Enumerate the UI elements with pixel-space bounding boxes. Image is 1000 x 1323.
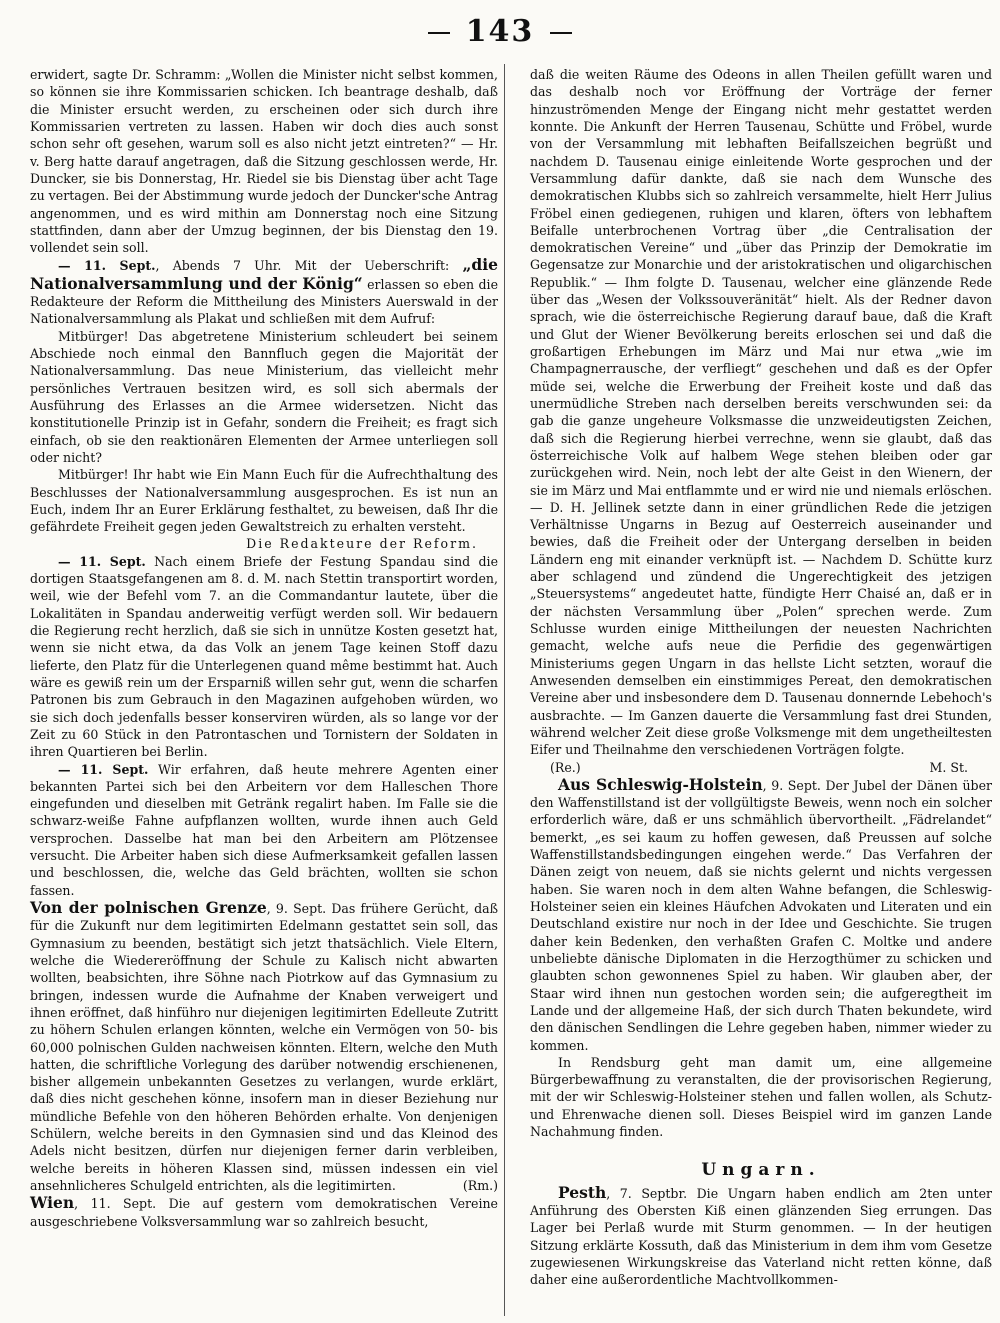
proclamation-paragraph: Mitbürger! Ihr habt wie Ein Mann Euch für die Aufrechthaltung des Beschlusses der Nationalversammlung ausgesprochen. Es ist nun an Euch, indem Ihr an Eurer Erklärung festhaltet, zu beweisen, daß Ihr die gefährdete Freiheit gegen jeden Gewaltstreich zu erhalten versteht. bbox=[30, 467, 498, 535]
article-paragraph bbox=[30, 899, 498, 1194]
article-paragraph bbox=[30, 256, 498, 327]
column-divider bbox=[504, 64, 505, 1316]
article-paragraph bbox=[530, 1184, 992, 1289]
dateline: — 11. Sept. bbox=[58, 258, 156, 274]
source-credit: (Rm.) bbox=[462, 1178, 498, 1193]
article-paragraph: erwidert, sagte Dr. Schramm: „Wollen die Minister nicht selbst kommen, so können sie ihre Kommissarien schicken. Ich beantrage deshalb, daß die Minister ersucht werden, zu erscheinen oder sich durch ihre Kommissarien vertreten zu lassen. Haben wir doch dies auch sonst schon sehr oft gesehen, warum soll es also nicht jetzt eintreten?“ — Hr. v. Berg hatte darauf angetragen, daß die Sitzung geschlossen werde, Hr. Duncker, sie bis Donnerstag, Hr. Riedel sie bis Dienstag über acht Tage zu vertagen. Bei der Abstimmung wurde jedoch der Duncker'sche Antrag angenommen, und es wird mithin am Donnerstag noch eine Sitzung stattfinden, dann aber der Umzug beginnen, der bis Dienstag den 19. vollendet sein soll. bbox=[30, 67, 498, 256]
article-text: Wir erfahren, daß heute mehrere Agenten einer bekannten Partei sich bei den Arbeitern vor dem Halleschen Thore eingefunden und dieselben mit Getränk regalirt haben. Im Falle sie die schwarz-weiße Fahne aufpflanzen wollten, wurde ihnen auch Geld versprochen. Dasselbe hat man bei den Arbeitern am Plötzensee versucht. Die Arbeiter haben sich diese Aufmerksamkeit gefallen lassen und beschlossen, die, welche das Geld brächten, wollten sie schon fassen. bbox=[30, 761, 498, 898]
article-paragraph bbox=[30, 761, 498, 900]
source-credit: (Re.) bbox=[550, 759, 581, 775]
place-heading: Wien bbox=[30, 1193, 75, 1213]
article-text: , 7. Septbr. Die Ungarn haben endlich am 2ten unter Anführung des Obersten Kiß einen glänzenden Sieg errungen. Das Lager bei Perlaß wurde mit Sturm genommen. — In der heutigen Sitzung erklärte Kossuth, daß das Ministerium in dem ihm vom Gesetze zugewiesenen Wirkungskreise das Vaterland nicht retten könne, daß daher eine außerordentliche Machtvollkommen- bbox=[530, 1185, 992, 1288]
section-heading: Ungarn. bbox=[701, 1160, 821, 1181]
article-text: , 9. Sept. Der Jubel der Dänen über den Waffenstillstand ist der vollgültigste Beweis, wenn noch ein solcher erforderlich wäre, daß er uns schmählich übervortheilt. „Fädrelandet“ bemerkt, „es sei kaum zu hoffen gewesen, daß Preussen auf solche Waffenstillstandsbedingungen eingehen werde.“ Das Verfahren der Dänen zeigt von neuem, daß sie nichts gelernt und nichts vergessen haben. Sie waren noch in dem alten Wahne befangen, die Schleswig-Holsteiner seien ein kleines Häufchen Advokaten und Literaten und ein Deutschland existire nur noch in der Idee und Geschichte. Sie trugen daher kein Bedenken, den verhaßten Grafen C. Moltke und andere unbeliebte dänische Diplomaten in die Herzogthümer zu schicken und glaubten schon gewonnenes Spiel zu haben. Wir glauben aber, der Staar wird ihnen nun gestochen worden sein; die aufgeregtheit im Lande und der allgemeine Haß, der sich durch Thaten bekundete, wird den dänischen Sendlingen die Lehre gegeben haben, nimmer wieder zu kommen. bbox=[530, 777, 992, 1053]
place-heading: Aus Schleswig-Holstein bbox=[558, 774, 763, 794]
dateline: — 11. Sept. bbox=[58, 761, 149, 777]
article-paragraph bbox=[530, 776, 992, 1054]
headline-quote: „die Nationalversammlung und der König“ bbox=[30, 255, 498, 293]
article-text: , 9. Sept. Das frühere Gerücht, daß für die Zukunft nur dem legitimirten Edelmann gestattet sein soll, das Gymnasium zu beenden, bestätigt sich jetzt thatsächlich. Viele Eltern, welche die Wiedereröffnung der Schule zu Kalisch nicht abwarten wollten, beabsichten, ihre Söhne nach Piotrkow auf das Gymnasium zu bringen, indessen wurde die Aufnahme der Knaben verweigert und ihnen eröffnet, daß hinführo nur diejenigen legitimirten Edelleute Zutritt zu höhern Schulen erlangen könnten, welche ein Vermögen von 50- bis 60,000 polnischen Gulden nachweisen könnten. Eltern, welche den Muth hatten, die schriftliche Vorlegung des darüber notwendig erschienenen, bisher allgemein unbekannten Gesetzes zu verlangen, wurde erklärt, daß dies nicht geschehen könne, insofern man in dieser Beziehung nur mündliche Befehle von den höheren Behörden erhalte. Von denjenigen Schülern, welche bereits in den Gymnasien sind und das Kleinod des Adels nicht besitzen, dürfen nur diejenigen ferner darin verbleiben, welche bereits in höheren Klassen sind, müssen indessen ein viel ansehnlicheres Schulgeld entrichten, als die legitimirten. bbox=[30, 901, 498, 1193]
article-paragraph bbox=[30, 553, 498, 761]
place-heading: Pesth bbox=[558, 1182, 607, 1202]
dateline: — 11. Sept. bbox=[58, 553, 146, 569]
article-text: , Abends 7 Uhr. Mit der Ueberschrift: bbox=[155, 258, 463, 274]
signature: Die Redakteure der Reform. bbox=[246, 536, 478, 552]
article-paragraph: In Rendsburg geht man damit um, eine allgemeine Bürgerbewaffnung zu veranstalten, die der provisorischen Regierung, mit der wir Schleswig-Holsteiner stehen und fallen wollen, als Schutz- und Ehrenwache dienen soll. Dieses Beispiel wird im ganzen Lande Nachahmung finden. bbox=[530, 1054, 992, 1140]
article-paragraph bbox=[30, 1194, 498, 1230]
page-number: 143 bbox=[412, 6, 589, 58]
source-credit: M. St. bbox=[929, 759, 968, 775]
source-credit-line bbox=[530, 759, 992, 776]
article-text: erlassen so eben die Redakteure der Reform die Mittheilung des Ministers Auerswald in der Nationalversammlung als Plakat und schließen mit dem Aufruf: bbox=[30, 276, 498, 327]
article-paragraph: daß die weiten Räume des Odeons in allen Theilen gefüllt waren und das deshalb noch vor Eröffnung der Vorträge der ferner hinzuströmenden Menge der Eingang nicht mehr gestattet werden konnte. Die Ankunft der Herren Tausenau, Schütte und Fröbel, wurde von der Versammlung mit lebhaften Beifallszeichen begrüßt und nachdem D. Tausenau einige einleitende Worte gesprochen und der Versammlung dafür dankte, daß sie nach dem Wunsche des demokratischen Klubbs sich so zahlreich versammelte, hielt Herr Julius Fröbel einen gediegenen, ruhigen und klaren, öfters von lebhaftem Beifalle unterbrochenen Vortrag über „die Centralisation der demokratischen Vereine“ und „über das Prinzip der Demokratie im Gegensatze zur Monarchie und der aristokratischen und oligarchischen Republik.“ — Ihm folgte D. Tausenau, welcher eine glänzende Rede über das „Wesen der Volkssouveränität“ hielt. Als der Redner davon sprach, wie die österreichische Regierung darauf baue, daß die Kraft und Glut der Wiener Bevölkerung bereits erloschen sei und daß die großartigen Erhebungen im März und Mai nur etwa „wie im Champagnerrausche, der verfliegt“ geschehen und daß es der Opfer müde sei, welche die Erwerbung der Freiheit koste und daß das unermüdliche Streben nach derselben bereits verschwunden sei: da gab die ganze ungeheure Volksmasse die unzweideutigsten Zeichen, daß sich die Regierung hierbei verrechne, wenn sie glaubt, daß das österreichische Volk auf halbem Wege stehen bleiben oder gar zurückgehen wird. Nein, noch lebt der alte Geist in den Wienern, der sie im März und Mai entflammte und er wird nie und niemals erlöschen. — D. H. Jellinek setzte dann in einer gründlichen Rede die jetzigen Verhältnisse Ungarns in Bezug auf Oesterreich auseinander und bewies, daß die Freiheit oder der Untergang derselben in beiden Ländern eng mit einander verknüpft ist. — Nachdem D. Schütte kurz aber schlagend und zündend die Ungerechtigkeit des jetzigen „Steuersystems“ angedeutet hatte, fündigte Herr Chaisé an, daß er in der nächsten Versammlung über „Polen“ sprechen werde. Zum Schlusse wurden einige Mittheilungen der neuesten Nachrichten gemacht, welche aufs neue die Perfidie des gegenwärtigen Ministeriums gegen Ungarn in das hellste Licht setzten, worauf die Anwesenden demselben ein einstimmiges Pereat, den demokratischen Vereine aber und insbesondere dem D. Tausenau donnernde Lebehoch's ausbrachte. — Im Ganzen dauerte die Versammlung fast drei Stunden, während welcher Zeit diese große Volksmenge mit dem ungetheiltesten Eifer und Theilnahme den verschiedenen Vorträgen folgte. bbox=[530, 67, 992, 758]
place-heading: Von der polnischen Grenze bbox=[30, 898, 267, 917]
right-column bbox=[530, 66, 992, 1289]
proclamation-paragraph: Mitbürger! Das abgetretene Ministerium schleudert bei seinem Abschiede noch einmal den Bannfluch gegen die Majorität der Nationalversammlung. Das neue Ministerium, das vielleicht mehr persönliches Vertrauen besitzen wird, es soll sich abermals der Ausführung des Erlasses an die Armee widersetzen. Nicht das konstitutionelle Prinzip ist in Gefahr, sondern die Freiheit; es fragt sich einfach, ob sie den reaktionären Elementen der Armee unterliegen soll oder nicht? bbox=[30, 328, 498, 465]
left-column bbox=[30, 66, 498, 1230]
article-text: Nach einem Briefe der Festung Spandau sind die dortigen Staatsgefangenen am 8. d. M. nach Stettin transportirt worden, weil, wie der Befehl vom 7. an die Commandantur lautete, über die Lokalitäten in Spandau anderweitig verfügt werden soll. Wir bedauern die Regierung recht herzlich, daß sie sich in unnütze Kosten gesetzt hat, wenn sie nicht etwa, da das Volk an jenem Tage keinen Stoff dazu lieferte, den Platz für die Unterlegenen quand même bestimmt hat. Auch wäre es gewiß rein um der Ersparniß willen sehr gut, wenn die scharfen Patronen bis zum Gebrauch in den Magazinen aufgehoben würden, wo sie sich doch jedenfalls besser konserviren würden, als so lange vor der Zeit zu 60 Stück in den Patrontaschen und Tornistern der Soldaten in ihren Quartieren bei Berlin. bbox=[30, 553, 498, 760]
page-header bbox=[0, 6, 1000, 58]
article-text: , 11. Sept. Die auf gestern vom demokratischen Vereine ausgeschriebene Volksversammlung war so zahlreich besucht, bbox=[30, 1196, 498, 1229]
